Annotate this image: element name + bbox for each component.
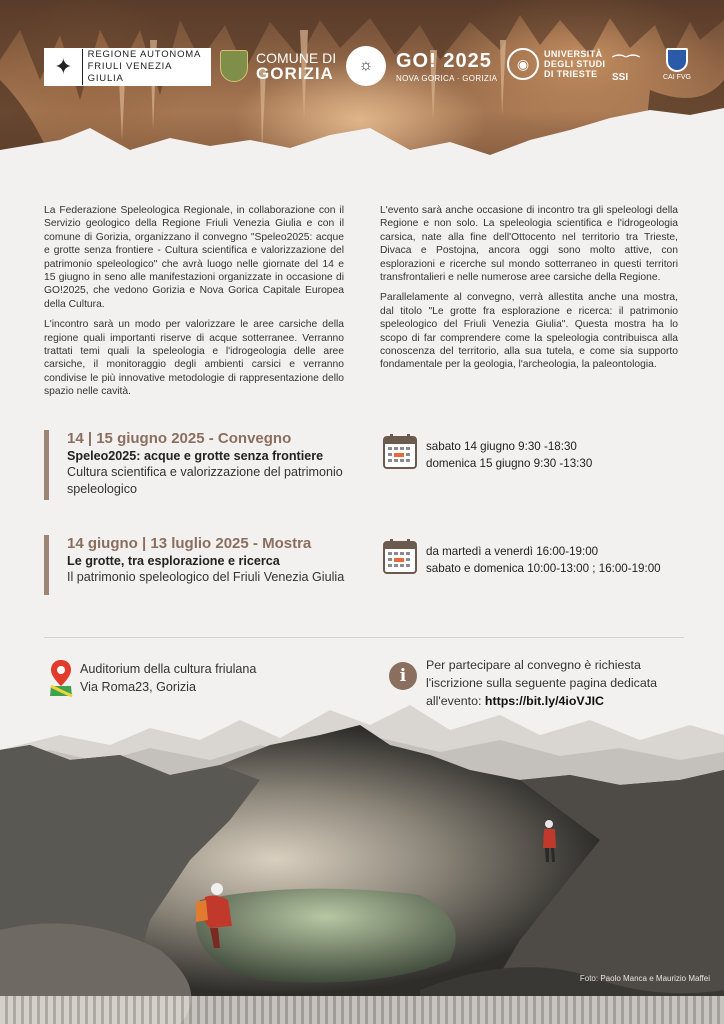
event-description: Cultura scientifica e valorizzazione del patrimonio speleologico bbox=[67, 465, 343, 496]
event-mostra bbox=[44, 535, 364, 595]
gorizia-line1: COMUNE DI bbox=[256, 49, 337, 66]
intro-right-column bbox=[380, 204, 678, 379]
fvg-line1: REGIONE AUTONOMA bbox=[87, 49, 202, 60]
cave-photo-top bbox=[0, 0, 724, 185]
schedule-line: sabato e domenica 10:00-13:00 ; 16:00-19:00 bbox=[426, 562, 661, 575]
registration-text: Per partecipare al convegno è richiesta l'iscrizione sulla seguente pagina dedicata all'evento: bbox=[426, 658, 658, 708]
schedule-convegno bbox=[426, 438, 592, 472]
intro-left-column bbox=[44, 204, 344, 406]
uni-line3: DI TRIESTE bbox=[544, 69, 598, 79]
event-title: 14 giugno | 13 luglio 2025 - Mostra bbox=[67, 535, 312, 552]
venue-name: Auditorium della cultura friulana bbox=[80, 662, 257, 676]
event-subtitle: Le grotte, tra esplorazione e ricerca bbox=[67, 554, 280, 568]
logo-federazione-speleologica: ☼ bbox=[346, 46, 386, 86]
schedule-line: da martedì a venerdì 16:00-19:00 bbox=[426, 545, 599, 558]
logo-gorizia bbox=[220, 50, 336, 82]
intro-paragraph: Parallelamente al convegno, verrà allestita anche una mostra, dal titolo "Le grotte fra esplorazione e ricerca: il patrimonio speleologico del Friuli Venezia Giulia". Questa mostra ha lo scopo di far comprendere come la speleologia contribuisca alla conoscenza del territorio, alla sua tutela, e come sia supporto fondamentale per la geologia, l'archeologia, la paleontologia. bbox=[380, 292, 678, 371]
photo-credit: Foto: Paolo Manca e Maurizio Maffei bbox=[579, 974, 710, 983]
cai-shield-icon bbox=[666, 48, 688, 72]
event-convegno bbox=[44, 430, 364, 500]
calendar-icon bbox=[383, 433, 417, 469]
schedule-line: domenica 15 giugno 9:30 -13:30 bbox=[426, 457, 593, 470]
university-seal-icon: ◉ bbox=[507, 48, 539, 80]
intro-paragraph: L'evento sarà anche occasione di incontro tra gli speleologi della Regione e non solo. La speleologia scientifica e l'idrogeologia carsica, nate alla fine dell'Ottocento nel territorio tra Trieste, Divaca e Postojna, ancora oggi sono molto attive, con esplorazioni e ricerche sul mondo sotterraneo in questi territori transfrontalieri e nelle numerose aree carsiche della Regione. bbox=[380, 205, 678, 284]
gorizia-line2: GORIZIA bbox=[256, 63, 334, 83]
intro-paragraph: L'incontro sarà un modo per valorizzare le aree carsiche della regione quali importanti riserve di acque sotterranee. Verranno trattati temi quali la speleologia e l'idrogeologia delle aree carsiche, il monitoraggio degli ambienti carsici e verranno condivise le più innovative metodologie di rappresentazione dello spazio nelle cavità. bbox=[44, 319, 344, 398]
ssi-label: SSI bbox=[612, 72, 629, 83]
calendar-icon bbox=[383, 538, 417, 574]
bat-icon: ⌒⌒ bbox=[612, 54, 640, 70]
cai-label: CAI FVG bbox=[662, 74, 691, 81]
eagle-icon: ✦ bbox=[45, 49, 83, 85]
go-title: GO! 2025 bbox=[396, 50, 492, 72]
event-subtitle: Speleo2025: acque e grotte senza frontiere bbox=[67, 449, 324, 463]
intro-paragraph: La Federazione Speleologica Regionale, in collaborazione con il Servizio geologico della Regione Friuli Venezia Giulia e con il comune di Gorizia, organizzano il convegno "Speleo2025: acque e grotte senza frontiere - Cultura scientifica e valorizzazione del patrimonio speleologico" che avrà luogo nelle giornate del 14 e 15 giugno in seno alle manifestazioni organizzate in occasione di GO!2025, che vedono Gorizia e Nova Gorica Capitale Europea della Cultura. bbox=[44, 205, 344, 310]
fvg-line2: FRIULI VENEZIA GIULIA bbox=[87, 61, 172, 84]
info-icon: i bbox=[389, 662, 417, 690]
schedule-line: sabato 14 giugno 9:30 -18:30 bbox=[426, 440, 577, 453]
logo-go2025 bbox=[396, 50, 497, 83]
registration-link[interactable]: https://bit.ly/4ioVJIC bbox=[484, 694, 604, 708]
venue-address: Via Roma23, Gorizia bbox=[80, 680, 196, 694]
stalactites-graphic bbox=[0, 0, 724, 185]
schedule-mostra bbox=[426, 543, 661, 577]
decorative-stripes bbox=[0, 996, 724, 1024]
logo-fvg bbox=[44, 48, 211, 86]
logo-universita-trieste bbox=[507, 48, 605, 80]
logo-ssi bbox=[612, 52, 640, 83]
go-subtitle: NOVA GORICA · GORIZIA bbox=[396, 74, 498, 83]
logo-cai bbox=[660, 48, 694, 81]
divider bbox=[44, 637, 684, 638]
event-description: Il patrimonio speleologico del Friuli Venezia Giulia bbox=[67, 570, 345, 584]
uni-line1: UNIVERSITÀ bbox=[544, 49, 603, 59]
gorizia-crest-icon bbox=[220, 50, 248, 82]
uni-line2: DEGLI STUDI bbox=[544, 59, 606, 69]
event-title: 14 | 15 giugno 2025 - Convegno bbox=[67, 430, 292, 447]
logo-bar bbox=[44, 46, 694, 90]
